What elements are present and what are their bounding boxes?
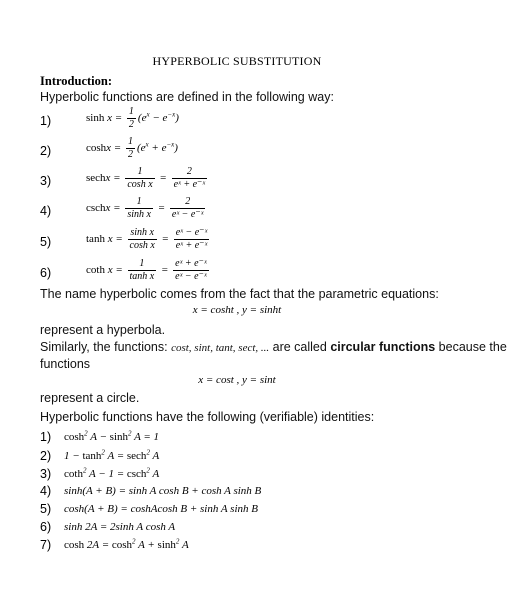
hyperbola-text: The name hyperbolic comes from the fact that the parametric equations: xyxy=(40,287,439,301)
definition-sech: sechx = $\frac{1}{\text{cosh x}}$ = $\frac{2}{\text{eˣ + e⁻ˣ}}$ xyxy=(86,166,206,190)
intro-heading: Introduction: xyxy=(40,74,113,88)
similarly-mid: are called xyxy=(269,340,331,354)
identity-number: 6) xyxy=(40,520,52,534)
identity-pythagorean-hyperbolic: $\cosh^2 A - \sinh^2 A = 1$ xyxy=(64,429,160,443)
functions-word: functions xyxy=(40,357,91,371)
identity-tanh-sech: $1 - \tanh^2 A = \sec h^2$ A xyxy=(64,448,160,462)
circular-function-list: cost, sint, tant, sect, ... xyxy=(171,342,270,354)
circular-functions-term: circular functions xyxy=(330,340,436,354)
definition-cosh: coshx = $\frac{1}{2}$ $(e^x + e^{-x})$ xyxy=(86,136,178,160)
identity-coth-csch: coth$^2$ A − 1 = csch$^2$ A xyxy=(64,466,160,480)
definition-csch: cschx = $\frac{1}{\text{sinh x}}$ = $\frac{2}{\text{eˣ − e⁻ˣ}}$ xyxy=(86,196,204,220)
page-title: HYPERBOLIC SUBSTITUTION xyxy=(152,54,322,68)
definition-number: 4) xyxy=(40,204,52,218)
identity-cosh-double: $\cosh 2A = \cosh^2 A + \sinh^2 A$ xyxy=(64,537,189,551)
represent-hyperbola: represent a hyperbola. xyxy=(40,323,166,337)
identity-sinh-double: sinh 2A = 2sinh A cosh A xyxy=(64,521,176,533)
intro-text: Hyperbolic functions are defined in the following way: xyxy=(40,90,334,104)
identity-number: 5) xyxy=(40,502,52,516)
hyperbola-equation: x = cosht , y = sinht xyxy=(192,304,282,316)
represent-circle: represent a circle. xyxy=(40,391,140,405)
definition-number: 3) xyxy=(40,174,52,188)
circle-equation: x = cost , y = sint xyxy=(198,374,276,386)
similarly-suffix: because the xyxy=(435,340,507,354)
definition-number: 6) xyxy=(40,266,52,280)
identity-sinh-sum: sinh(A + B) = sinh A cosh B + cosh A sinh B xyxy=(64,485,262,497)
definition-number: 5) xyxy=(40,235,52,249)
identity-number: 3) xyxy=(40,467,52,481)
identity-number: 1) xyxy=(40,430,52,444)
identity-number: 2) xyxy=(40,449,52,463)
identity-number: 7) xyxy=(40,538,52,552)
identity-cosh-sum: cosh(A + B) = coshAcosh B + sinh A sinh B xyxy=(64,503,258,515)
identity-number: 4) xyxy=(40,484,52,498)
identities-text: Hyperbolic functions have the following (verifiable) identities: xyxy=(40,410,375,424)
definition-coth: coth x = $\frac{1}{\text{tanh x}}$ = $\frac{\text{eˣ + e⁻ˣ}}{\text{eˣ − e⁻ˣ}}$ xyxy=(86,258,207,282)
similarly-line xyxy=(40,340,507,354)
definition-number: 1) xyxy=(40,114,52,128)
similarly-prefix: Similarly, the functions: xyxy=(40,340,172,354)
definition-tanh: tanh x = $\frac{\text{sinh x}}{\text{cosh x}}$ = $\frac{\text{eˣ − e⁻ˣ}}{\text{eˣ + e⁻ˣ}}$ xyxy=(86,227,208,251)
definition-number: 2) xyxy=(40,144,52,158)
definition-sinh: sinh x = $\frac{1}{2}$ $(e^x - e^{-x})$ xyxy=(86,106,179,130)
